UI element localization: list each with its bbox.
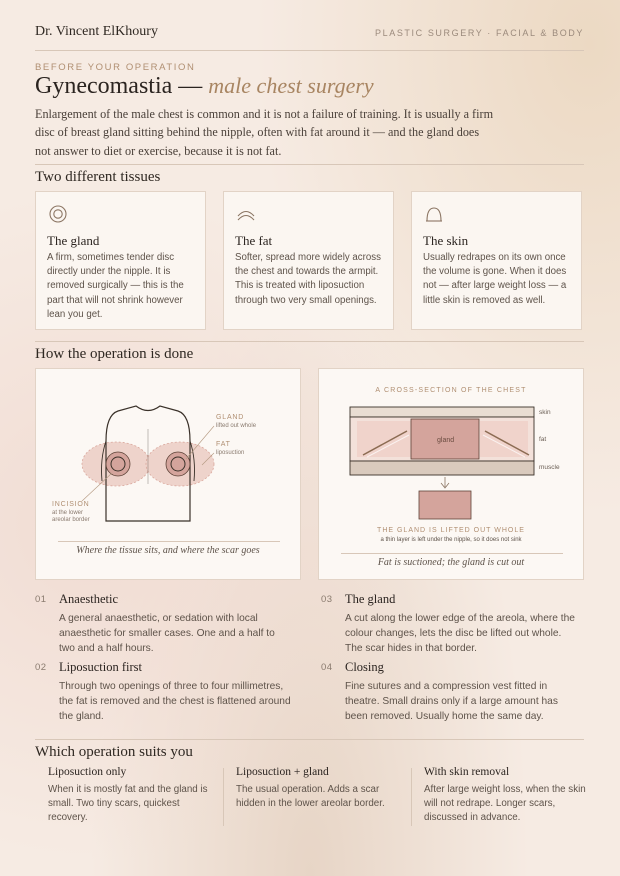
skin-curve-icon [424, 204, 444, 224]
option-text: When it is mostly fat and the gland is small. Two tiny scars, quickest recovery. [48, 784, 208, 824]
option-liposuction-only [48, 766, 218, 826]
gland-left [106, 452, 130, 476]
brand-name: Dr. Vincent ElKhoury [35, 24, 158, 39]
label-gland: GLAND [216, 414, 245, 421]
double-arc-icon [236, 204, 256, 224]
target-circle-icon [48, 204, 68, 224]
page-title-main: Gynecomastia — [35, 73, 203, 99]
intro-paragraph: Enlargement of the male chest is common and it is not a failure of training. It is usually a firm disc of breast gland sitting behind the nipple, often with fat around it — and the gland does not answer to diet or exercise, because it is not fat. [35, 107, 494, 158]
step-text: A cut along the lower edge of the areola, where the colour changes, lets the disc be lifted out whole. The scar hides in that border. [345, 613, 575, 654]
torso-diagram-panel [35, 368, 301, 580]
step-title: The gland [345, 592, 396, 606]
option-text: After large weight loss, when the skin will not redrape. Longer scars, discussed in advance. [424, 784, 586, 824]
step-title: Liposuction first [59, 660, 142, 674]
label-incision-sub1: at the lower [52, 510, 84, 516]
caption-rule [341, 553, 563, 554]
tissue-card-fat [223, 191, 394, 330]
label-incision-sub2: areolar border [52, 517, 90, 523]
tissue-card-title: The gland [47, 233, 100, 248]
option-skin-removal [424, 766, 594, 826]
result-subtitle: a thin layer is left under the nipple, so it does not sink [380, 537, 522, 543]
cross-section-diagram [319, 369, 583, 529]
label-gland-sub: lifted out whole [216, 423, 257, 429]
tissue-card-text: A firm, sometimes tender disc directly under the nipple. It is removed surgically — this is the part that will not shrink however lean you get. [47, 252, 184, 320]
option-liposuction-gland [236, 766, 406, 826]
step-number: 02 [35, 662, 47, 673]
tissue-card-title: The skin [423, 233, 469, 248]
page-title-accent: male chest surgery [208, 73, 374, 98]
tagline: PLASTIC SURGERY · FACIAL & BODY [375, 28, 584, 38]
label-incision: INCISION [52, 501, 90, 508]
divider [35, 341, 584, 342]
option-text: The usual operation. Adds a scar hidden in the lower areolar border. [236, 784, 385, 810]
divider [35, 164, 584, 165]
section-heading-operation: How the operation is done [35, 346, 194, 362]
panel-caption-left: Where the tissue sits, and where the scar goes [76, 545, 260, 556]
step-number: 04 [321, 662, 333, 673]
gland-label: gland [437, 437, 455, 444]
label-fat: FAT [216, 441, 231, 448]
tissue-card-text: Usually redrapes on its own once the volume is gone. When it does not — after large weight loss — a little skin is removed as well. [423, 252, 567, 306]
layer-label-muscle: muscle [539, 464, 560, 471]
page-title [35, 73, 374, 100]
step-text: A general anaesthetic, or sedation with local anaesthetic for smaller cases. One and a half to two and a half hours. [59, 613, 275, 654]
divider [35, 50, 584, 51]
layer-skin [350, 407, 534, 417]
removed-gland-block [419, 491, 471, 519]
option-title: With skin removal [424, 766, 510, 778]
option-divider [411, 768, 412, 826]
step-title: Anaesthetic [59, 592, 119, 606]
section-heading-tissues: Two different tissues [35, 169, 161, 185]
section-heading-options: Which operation suits you [35, 744, 193, 760]
gland-right [166, 452, 190, 476]
option-divider [223, 768, 224, 826]
panel-caption-right: Fat is suctioned; the gland is cut out [377, 557, 525, 568]
label-fat-sub: liposuction [216, 450, 245, 456]
tissue-card-skin [411, 191, 582, 330]
result-title: THE GLAND IS LIFTED OUT WHOLE [377, 527, 525, 534]
step-number: 03 [321, 594, 333, 605]
divider [35, 739, 584, 740]
step-text: Through two openings of three to four millimetres, the fat is removed and the chest is flattened around the gland. [59, 681, 291, 722]
step-text: Fine sutures and a compression vest fitted in theatre. Small drains only if a large amount has been removed. Usually home the same day. [345, 681, 558, 722]
caption-rule [58, 541, 280, 542]
cross-section-panel [318, 368, 584, 580]
tissue-card-text: Softer, spread more widely across the chest and towards the armpit. This is treated with liposuction through two very small openings. [235, 252, 381, 306]
fat-block-left [357, 421, 413, 457]
step-title: Closing [345, 660, 384, 674]
tissue-card-title: The fat [235, 233, 273, 248]
fat-block-right [480, 421, 528, 457]
layer-label-fat: fat [539, 436, 547, 443]
cross-section-title: A CROSS-SECTION OF THE CHEST [375, 387, 527, 394]
option-title: Liposuction + gland [236, 766, 329, 778]
kicker: BEFORE YOUR OPERATION [35, 62, 196, 73]
tissue-card-gland [35, 191, 206, 330]
step-number: 01 [35, 594, 47, 605]
layer-label-skin: skin [539, 409, 551, 416]
layer-muscle [350, 461, 534, 475]
option-title: Liposuction only [48, 766, 127, 778]
